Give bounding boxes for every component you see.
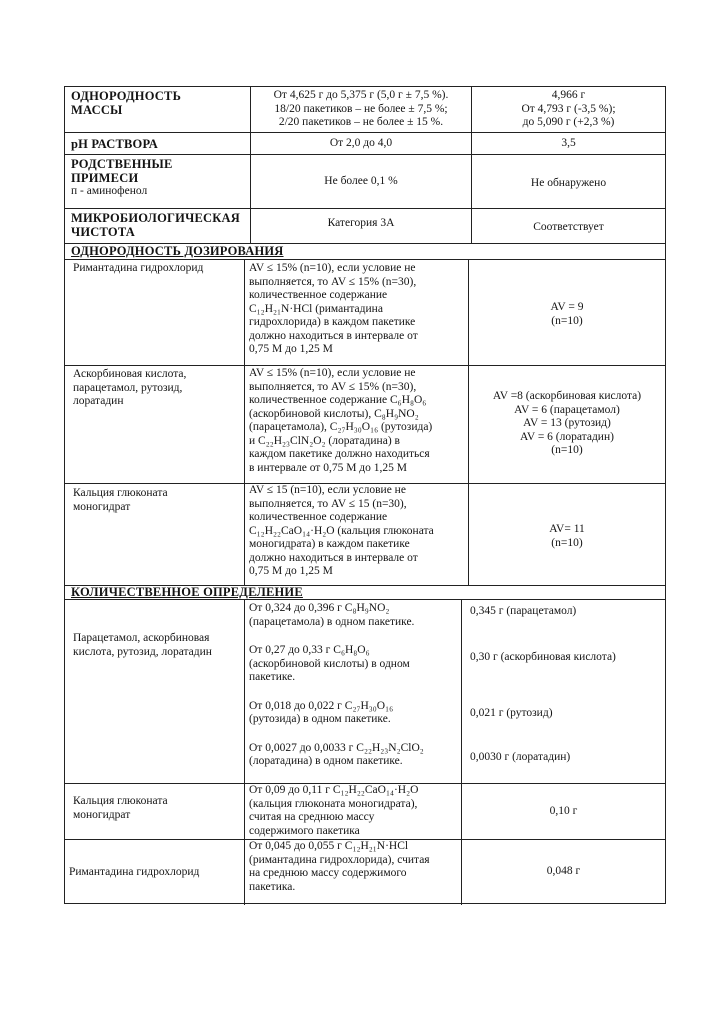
microbio-name-line: ЧИСТОТА bbox=[71, 225, 135, 239]
column-divider bbox=[244, 259, 245, 585]
dosage-calcium-norm-line: выполняется, то AV ≤ 15 (n=30), bbox=[249, 497, 407, 510]
dosage-rimantadine-norm-line: 0,75 M до 1,25 M bbox=[249, 343, 333, 355]
dosage-combo-name-line: Аскорбиновая кислота, bbox=[73, 368, 187, 380]
dosage-combo-norm-line: AV ≤ 15% (n=10), если условие не bbox=[249, 367, 416, 379]
row-divider bbox=[65, 365, 665, 366]
assay-ascorbic-result: 0,30 г (аскорбиновая кислота) bbox=[470, 651, 616, 663]
dosage-combo-result-line: AV = 6 (лоратадин) bbox=[520, 430, 614, 443]
row-divider bbox=[65, 259, 665, 260]
dosage-combo-norm-line: (парацетамола), C₂₇H₃₀O₁₆ (рутозида) bbox=[249, 421, 433, 433]
assay-loratadine-norm-line: От 0,0027 до 0,0033 г C₂₂H₂₃N₂ClO₂ bbox=[249, 741, 424, 754]
microbio-norm-text: Категория 3А bbox=[327, 217, 395, 230]
assay-title: КОЛИЧЕСТВЕННОЕ ОПРЕДЕЛЕНИЕ bbox=[71, 585, 303, 599]
mass-uniformity-name bbox=[71, 89, 247, 131]
assay-rimantadine-norm-line: на среднюю массу содержимого bbox=[249, 867, 407, 879]
assay-rimantadine-norm-line: пакетика. bbox=[249, 880, 296, 893]
mass-uniformity-result-line: 4,966 г bbox=[551, 89, 586, 101]
dosage-calcium-norm bbox=[249, 484, 467, 585]
mass-uniformity-name-line: ОДНОРОДНОСТЬ bbox=[71, 89, 182, 103]
impurities-result-text: Не обнаружено bbox=[530, 176, 607, 189]
dosage-calcium-name bbox=[73, 487, 243, 527]
dosage-combo-result-line: AV = 13 (рутозид) bbox=[523, 417, 611, 429]
assay-calcium-result bbox=[462, 784, 665, 839]
dosage-rimantadine-name bbox=[73, 262, 243, 362]
ph-name-text: pH РАСТВОРА bbox=[71, 136, 158, 151]
dosage-combo-name-line: парацетамол, рутозид, bbox=[73, 381, 183, 394]
mass-uniformity-result-line: От 4,793 г (-3,5 %); bbox=[521, 102, 616, 115]
dosage-combo-result-line: (n=10) bbox=[551, 444, 583, 456]
impurities-norm bbox=[251, 155, 471, 208]
dosage-calcium-norm-line: C₁₂H₂₂CaO₁₄·H₂O (кальция глюконата bbox=[249, 524, 434, 537]
assay-rutoside-result: 0,021 г (рутозид) bbox=[470, 707, 553, 719]
column-divider bbox=[244, 599, 245, 905]
dosage-rimantadine-result-line: AV = 9 bbox=[550, 301, 584, 313]
mass-uniformity-norm-line: От 4,625 г до 5,375 г (5,0 г ± 7,5 %). bbox=[273, 89, 449, 101]
dosage-calcium-name-line: моногидрат bbox=[73, 500, 131, 513]
dosage-calcium-norm-line: 0,75 M до 1,25 M bbox=[249, 565, 333, 577]
dosage-uniformity-title: ОДНОРОДНОСТЬ ДОЗИРОВАНИЯ bbox=[71, 244, 284, 258]
dosage-rimantadine-result bbox=[469, 301, 665, 341]
impurities-name bbox=[71, 157, 247, 207]
dosage-combo-norm-line: выполняется, то AV ≤ 15% (n=30), bbox=[249, 380, 417, 393]
microbio-result-text: Соответствует bbox=[533, 221, 604, 234]
assay-calcium-norm bbox=[249, 784, 461, 839]
dosage-rimantadine-norm-line: количественное содержание bbox=[249, 289, 388, 301]
spec-table bbox=[64, 86, 666, 904]
dosage-calcium-name-line: Кальция глюконата bbox=[73, 487, 168, 499]
assay-rutoside-norm-line: От 0,018 до 0,022 г C₂₇H₃₀O₁₆ bbox=[249, 699, 394, 712]
mass-uniformity-norm bbox=[251, 89, 471, 131]
dosage-rimantadine-norm-line: C₁₂H₂₁N·HCl (римантадина bbox=[249, 302, 383, 315]
assay-ascorbic-norm-line: пакетике. bbox=[249, 671, 296, 683]
microbio-name-line: МИКРОБИОЛОГИЧЕСКАЯ bbox=[71, 211, 240, 225]
dosage-calcium-norm-line: количественное содержание bbox=[249, 511, 388, 523]
assay-calcium-result-text: 0,10 г bbox=[549, 804, 578, 817]
dosage-combo-result bbox=[469, 390, 665, 462]
impurities-name-line: РОДСТВЕННЫЕ bbox=[71, 157, 173, 171]
ph-norm bbox=[251, 133, 471, 154]
assay-calcium-norm-line: считая на среднюю массу bbox=[249, 811, 375, 823]
dosage-calcium-result-line: AV= 11 bbox=[549, 523, 585, 535]
assay-rimantadine-norm bbox=[249, 840, 461, 904]
assay-calcium-name-line: моногидрат bbox=[73, 808, 131, 821]
assay-ascorbic-norm-line: (аскорбиновой кислоты) в одном bbox=[249, 657, 410, 670]
dosage-combo-norm-line: в интервале от 0,75 M до 1,25 M bbox=[249, 461, 407, 474]
dosage-rimantadine-name-line: Римантадина гидрохлорид bbox=[73, 262, 204, 274]
dosage-combo-result-line: AV =8 (аскорбиновая кислота) bbox=[492, 390, 642, 402]
assay-ascorbic-norm-line: От 0,27 до 0,33 г C₆H₈O₆ bbox=[249, 644, 370, 656]
impurities-subname: п - аминофенол bbox=[71, 185, 148, 197]
dosage-combo-norm-line: (аскорбиновой кислоты), C₈H₉NO₂ bbox=[249, 407, 419, 420]
dosage-rimantadine-norm bbox=[249, 262, 467, 364]
impurities-name-line: ПРИМЕСИ bbox=[71, 171, 139, 185]
assay-calcium-norm-line: От 0,09 до 0,11 г C₁₂H₂₂CaO₁₄·H₂O bbox=[249, 784, 419, 796]
assay-loratadine-result: 0,0030 г (лоратадин) bbox=[470, 751, 571, 763]
assay-group-norms bbox=[249, 602, 461, 782]
assay-group-name-line: кислота, рутозид, лоратадин bbox=[73, 645, 212, 658]
assay-rimantadine-norm-line: От 0,045 до 0,055 г C₁₂H₂₁N·HCl bbox=[249, 840, 409, 852]
dosage-calcium-norm-line: должно находиться в интервале от bbox=[249, 551, 418, 564]
dosage-combo-name-line: лоратадин bbox=[73, 395, 124, 407]
assay-paracetamol-result: 0,345 г (парацетамол) bbox=[470, 605, 577, 617]
microbio-norm bbox=[251, 209, 471, 239]
assay-rimantadine-name-text: Римантадина гидрохлорид bbox=[69, 865, 200, 878]
ph-norm-text: От 2,0 до 4,0 bbox=[329, 136, 393, 149]
dosage-rimantadine-result-line: (n=10) bbox=[551, 314, 583, 327]
mass-uniformity-result-line: до 5,090 г (+2,3 %) bbox=[522, 116, 615, 128]
dosage-combo-norm-line: количественное содержание C₆H₈O₆ bbox=[249, 394, 427, 406]
impurities-result bbox=[472, 157, 665, 210]
assay-paracetamol-norm-line: (парацетамола) в одном пакетике. bbox=[249, 615, 415, 628]
microbio-name bbox=[71, 211, 249, 243]
dosage-combo-norm-line: каждом пакетике должно находиться bbox=[249, 448, 430, 460]
ph-name bbox=[71, 133, 247, 154]
dosage-rimantadine-norm-line: AV ≤ 15% (n=10), если условие не bbox=[249, 262, 416, 274]
assay-calcium-norm-line: (кальция глюконата моногидрата), bbox=[249, 797, 418, 810]
mass-uniformity-norm-line: 2/20 пакетиков – не более ± 15 %. bbox=[278, 116, 444, 128]
dosage-rimantadine-norm-line: гидрохлорида) в каждом пакетике bbox=[249, 316, 416, 328]
dosage-combo-result-line: AV = 6 (парацетамол) bbox=[514, 403, 620, 416]
assay-rimantadine-result-text: 0,048 г bbox=[546, 865, 581, 878]
assay-calcium-name-line: Кальция глюконата bbox=[73, 795, 168, 807]
ph-result-text: 3,5 bbox=[561, 136, 576, 149]
assay-calcium-norm-line: содержимого пакетика bbox=[249, 824, 360, 837]
assay-rimantadine-norm-line: (римантадина гидрохлорида), считая bbox=[249, 853, 430, 866]
assay-rutoside-norm-line: (рутозида) в одном пакетике. bbox=[249, 713, 391, 725]
dosage-calcium-norm-line: AV ≤ 15 (n=10), если условие не bbox=[249, 484, 406, 496]
assay-rimantadine-result bbox=[462, 840, 665, 904]
assay-rimantadine-name bbox=[69, 840, 244, 905]
dosage-combo-norm bbox=[249, 367, 467, 483]
dosage-calcium-result bbox=[469, 523, 665, 563]
mass-uniformity-result bbox=[472, 89, 665, 131]
dosage-calcium-result-line: (n=10) bbox=[551, 536, 583, 549]
microbio-result bbox=[472, 213, 665, 243]
dosage-rimantadine-norm-line: выполняется, то AV ≤ 15% (n=30), bbox=[249, 275, 417, 288]
assay-paracetamol-norm-line: От 0,324 до 0,396 г C₈H₉NO₂ bbox=[249, 602, 390, 614]
mass-uniformity-norm-line: 18/20 пакетиков – не более ± 7,5 %; bbox=[274, 102, 448, 115]
assay-group-name bbox=[73, 632, 243, 672]
ph-result bbox=[472, 133, 665, 154]
assay-group-name-line: Парацетамол, аскорбиновая bbox=[73, 632, 210, 644]
dosage-rimantadine-norm-line: должно находиться в интервале от bbox=[249, 329, 418, 342]
dosage-combo-norm-line: и C₂₂H₂₃ClN₂O₂ (лоратадина) в bbox=[249, 434, 400, 447]
mass-uniformity-name-line: МАССЫ bbox=[71, 103, 123, 117]
dosage-calcium-norm-line: моногидрата) в каждом пакетике bbox=[249, 538, 410, 550]
assay-calcium-name bbox=[73, 795, 243, 835]
dosage-combo-name bbox=[73, 368, 243, 428]
assay-loratadine-norm-line: (лоратадина) в одном пакетике. bbox=[249, 755, 403, 767]
impurities-norm-text: Не более 0,1 % bbox=[324, 174, 398, 187]
